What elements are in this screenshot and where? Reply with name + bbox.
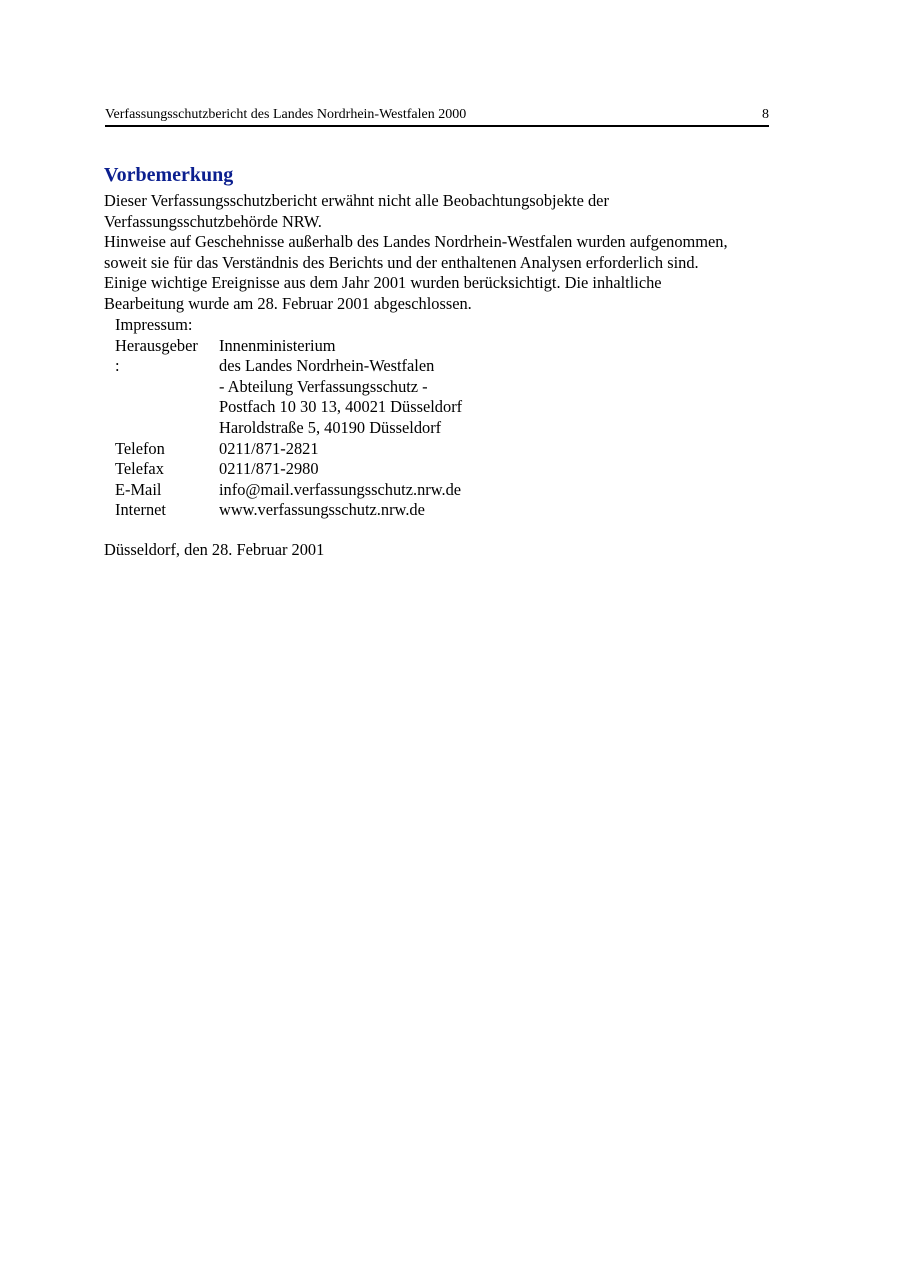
impressum-row: [115, 397, 615, 418]
impressum-label: Internet: [115, 500, 166, 520]
impressum-row: [115, 459, 615, 480]
impressum-label: :: [115, 356, 120, 376]
impressum-row: [115, 377, 615, 398]
impressum-label: Herausgeber: [115, 335, 198, 355]
impressum-label: E-Mail: [115, 479, 162, 499]
impressum-value: Haroldstraße 5, 40190 Düsseldorf: [219, 417, 442, 437]
section-heading: Vorbemerkung: [104, 164, 234, 186]
impressum-value: - Abteilung Verfassungsschutz -: [219, 376, 428, 396]
impressum-row: [115, 500, 615, 521]
impressum-row: [115, 336, 615, 357]
impressum-row: [115, 418, 615, 439]
impressum-value: Postfach 10 30 13, 40021 Düsseldorf: [219, 397, 463, 417]
preface-line: Bearbeitung wurde am 28. Februar 2001 abgeschlossen.: [104, 293, 472, 313]
impressum-label: [115, 397, 219, 418]
impressum-title: Impressum:: [115, 315, 193, 334]
impressum-row: [115, 356, 615, 377]
page-number: 8: [762, 107, 769, 122]
impressum-row: [115, 439, 615, 460]
phone-number: 0211/871-2821: [219, 438, 319, 458]
impressum-label: [115, 377, 219, 398]
preface-line: Einige wichtige Ereignisse aus dem Jahr 2001 wurden berücksichtigt. Die inhaltliche: [104, 273, 662, 293]
page-header: [105, 106, 769, 127]
website-address: www.verfassungsschutz.nrw.de: [219, 500, 425, 520]
impressum-block: [115, 315, 615, 521]
email-address: info@mail.verfassungsschutz.nrw.de: [219, 479, 462, 499]
impressum-label: [115, 418, 219, 439]
report-title: Verfassungsschutzbericht des Landes Nordrhein-Westfalen 2000: [105, 107, 467, 122]
closing-date-line: Düsseldorf, den 28. Februar 2001: [104, 540, 325, 559]
impressum-value: des Landes Nordrhein-Westfalen: [219, 356, 435, 376]
impressum-label: Telefon: [115, 438, 165, 458]
impressum-value: Innenministerium: [219, 335, 336, 355]
impressum-label: Telefax: [115, 459, 164, 479]
preface-line: Hinweise auf Geschehnisse außerhalb des Landes Nordrhein-Westfalen wurden aufgenommen,: [104, 232, 728, 252]
preface-line: Verfassungsschutzbehörde NRW.: [104, 211, 322, 231]
preface-line: Dieser Verfassungsschutzbericht erwähnt nicht alle Beobachtungsobjekte der: [104, 191, 609, 210]
impressum-title-row: [115, 315, 615, 336]
impressum-row: [115, 480, 615, 501]
fax-number: 0211/871-2980: [219, 459, 319, 479]
preface-paragraph: [104, 191, 794, 315]
preface-line: soweit sie für das Verständnis des Berichts und der enthaltenen Analysen erforderlich sind.: [104, 252, 699, 272]
